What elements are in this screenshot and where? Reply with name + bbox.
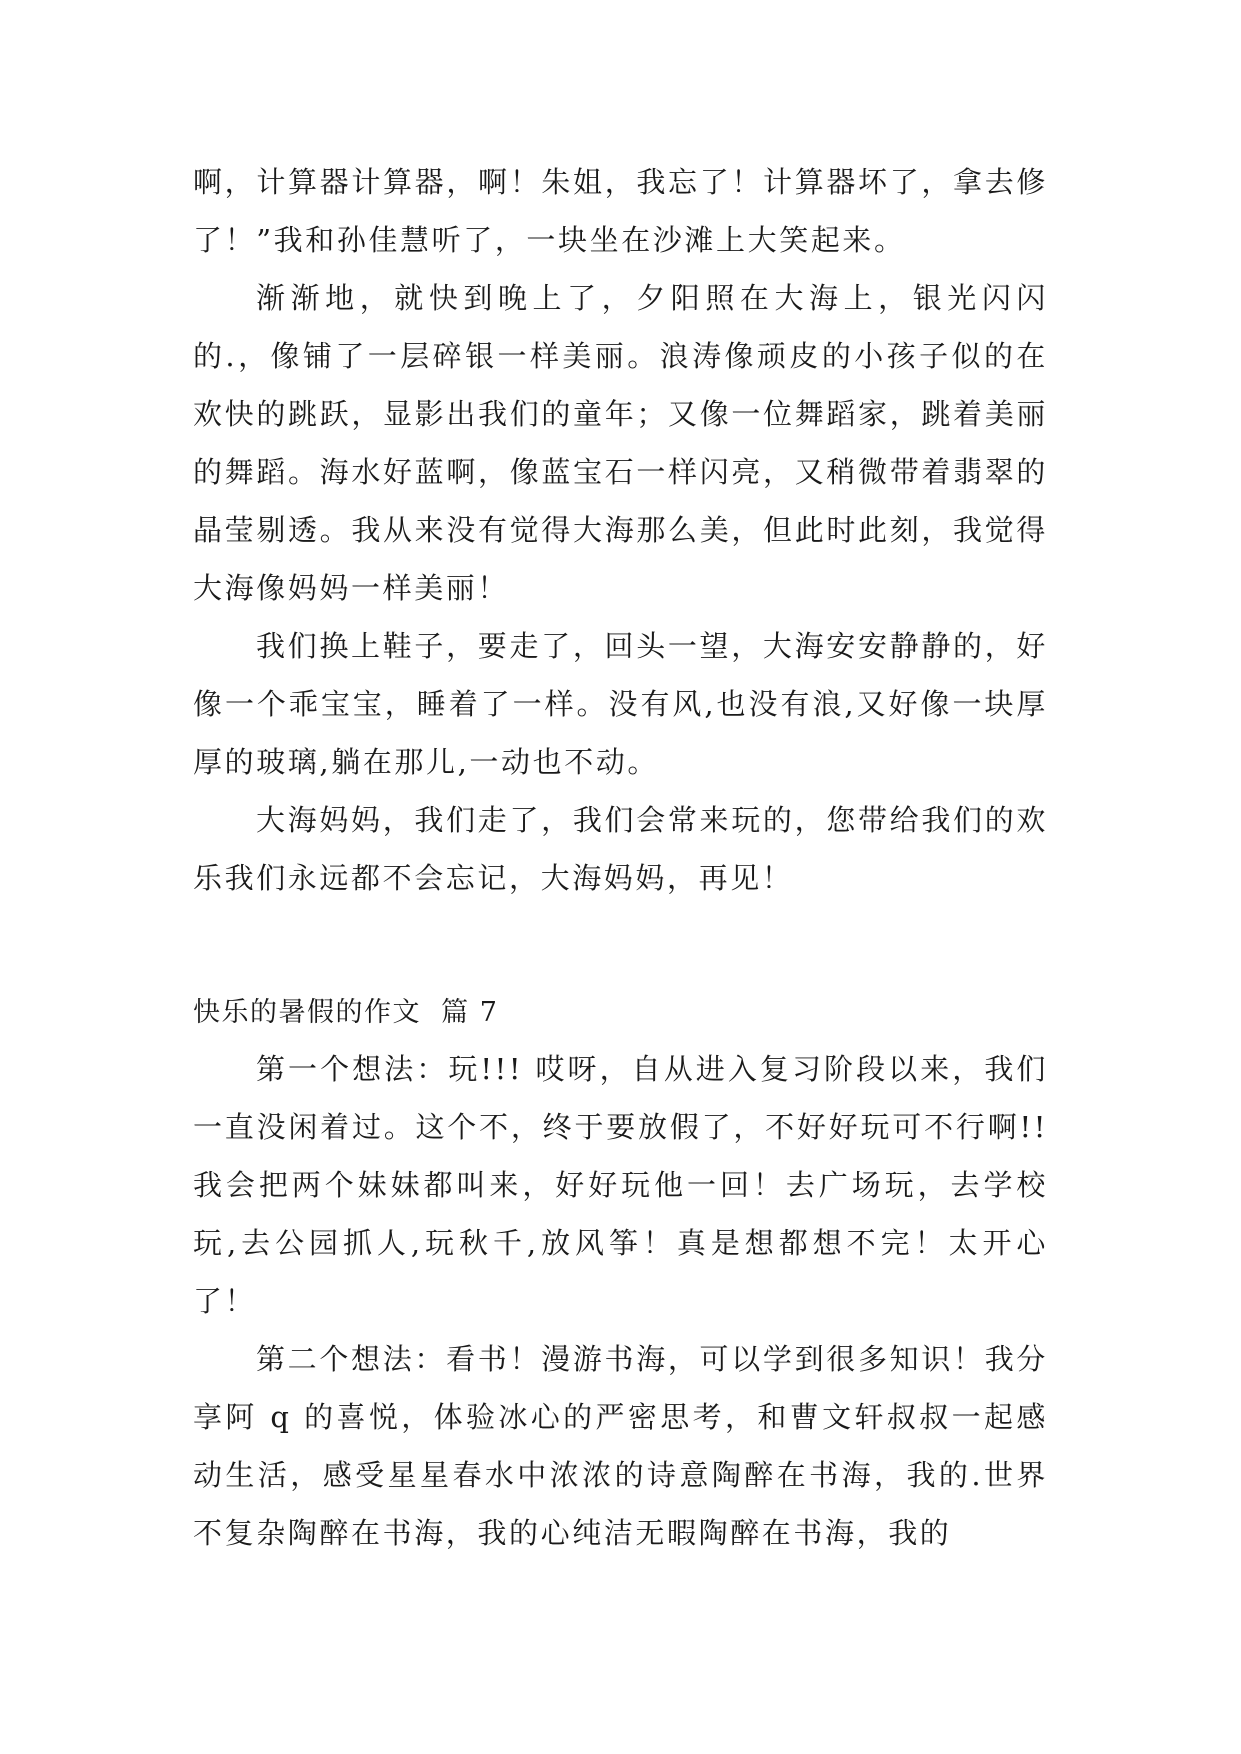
paragraph: 啊，计算器计算器，啊！朱姐，我忘了！计算器坏了，拿去修了！”我和孙佳慧听了，一块坐在沙滩上大笑起来。 [193, 165, 1048, 257]
paragraph: 大海妈妈，我们走了，我们会常来玩的，您带给我们的欢乐我们永远都不会忘记，大海妈妈，再见！ [193, 803, 1048, 895]
paragraph: 第二个想法：看书！漫游书海，可以学到很多知识！我分享阿 q 的喜悦，体验冰心的严密思考，和曹文轩叔叔一起感动生活，感受星星春水中浓浓的诗意陶醉在书海，我的.世界不复杂陶醉在书海，我的心纯洁无暇陶醉在书海，我的 [193, 1342, 1048, 1550]
essay-section-top [193, 153, 1048, 907]
paragraph: 渐渐地，就快到晚上了，夕阳照在大海上，银光闪闪的.，像铺了一层碎银一样美丽。浪涛像顽皮的小孩子似的在欢快的跳跃，显影出我们的童年；又像一位舞蹈家，跳着美丽的舞蹈。海水好蓝啊，像蓝宝石一样闪亮，又稍微带着翡翠的晶莹剔透。我从来没有觉得大海那么美，但此时此刻，我觉得大海像妈妈一样美丽！ [193, 281, 1048, 605]
essay-heading: 快乐的暑假的作文 篇 7 [193, 997, 499, 1028]
paragraph: 我们换上鞋子，要走了，回头一望，大海安安静静的，好像一个乖宝宝，睡着了一样。没有风,也没有浪,又好像一块厚厚的玻璃,躺在那儿,一动也不动。 [193, 629, 1048, 779]
essay-section-bottom [193, 1040, 1048, 1562]
paragraph: 第一个想法：玩!!! 哎呀，自从进入复习阶段以来，我们一直没闲着过。这个不，终于要放假了，不好好玩可不行啊!! 我会把两个妹妹都叫来，好好玩他一回！去广场玩，去学校玩,去公园抓人,玩秋千,放风筝！真是想都想不完！太开心了！ [193, 1052, 1048, 1318]
